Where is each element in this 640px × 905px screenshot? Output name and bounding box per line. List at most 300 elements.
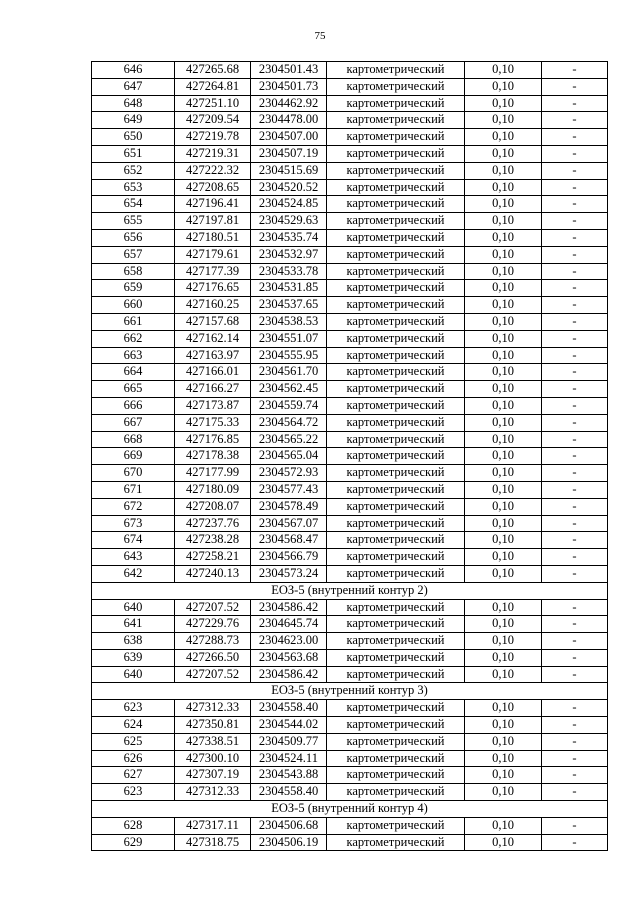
- point-number-cell: 653: [92, 179, 175, 196]
- method-cell: картометрический: [327, 616, 465, 633]
- x-coordinate-cell: 427207.52: [175, 666, 251, 683]
- table-row: [92, 834, 608, 851]
- x-coordinate-cell: 427160.25: [175, 297, 251, 314]
- table-row: [92, 196, 608, 213]
- note-cell: -: [542, 465, 608, 482]
- y-coordinate-cell: 2304586.42: [251, 599, 327, 616]
- method-cell: картометрический: [327, 297, 465, 314]
- point-number-cell: 654: [92, 196, 175, 213]
- table-row: [92, 549, 608, 566]
- y-coordinate-cell: 2304532.97: [251, 246, 327, 263]
- note-cell: -: [542, 162, 608, 179]
- note-cell: -: [542, 431, 608, 448]
- accuracy-cell: 0,10: [465, 750, 542, 767]
- accuracy-cell: 0,10: [465, 196, 542, 213]
- section-title: ЕОЗ-5 (внутренний контур 4): [92, 801, 608, 818]
- note-cell: -: [542, 330, 608, 347]
- x-coordinate-cell: 427157.68: [175, 313, 251, 330]
- note-cell: -: [542, 666, 608, 683]
- accuracy-cell: 0,10: [465, 347, 542, 364]
- accuracy-cell: 0,10: [465, 246, 542, 263]
- point-number-cell: 643: [92, 549, 175, 566]
- y-coordinate-cell: 2304563.68: [251, 649, 327, 666]
- accuracy-cell: 0,10: [465, 263, 542, 280]
- table-row: [92, 515, 608, 532]
- point-number-cell: 642: [92, 565, 175, 582]
- x-coordinate-cell: 427300.10: [175, 750, 251, 767]
- table-row: [92, 532, 608, 549]
- x-coordinate-cell: 427338.51: [175, 733, 251, 750]
- y-coordinate-cell: 2304529.63: [251, 213, 327, 230]
- point-number-cell: 668: [92, 431, 175, 448]
- table-row: [92, 330, 608, 347]
- y-coordinate-cell: 2304559.74: [251, 397, 327, 414]
- note-cell: -: [542, 750, 608, 767]
- accuracy-cell: 0,10: [465, 213, 542, 230]
- coordinates-table-body: [92, 62, 608, 851]
- note-cell: -: [542, 532, 608, 549]
- table-row: [92, 112, 608, 129]
- note-cell: -: [542, 145, 608, 162]
- accuracy-cell: 0,10: [465, 145, 542, 162]
- point-number-cell: 646: [92, 62, 175, 79]
- accuracy-cell: 0,10: [465, 179, 542, 196]
- note-cell: -: [542, 717, 608, 734]
- method-cell: картометрический: [327, 280, 465, 297]
- method-cell: картометрический: [327, 263, 465, 280]
- y-coordinate-cell: 2304645.74: [251, 616, 327, 633]
- x-coordinate-cell: 427175.33: [175, 414, 251, 431]
- accuracy-cell: 0,10: [465, 448, 542, 465]
- table-row: [92, 381, 608, 398]
- accuracy-cell: 0,10: [465, 498, 542, 515]
- table-row: [92, 263, 608, 280]
- accuracy-cell: 0,10: [465, 397, 542, 414]
- y-coordinate-cell: 2304573.24: [251, 565, 327, 582]
- point-number-cell: 623: [92, 700, 175, 717]
- accuracy-cell: 0,10: [465, 62, 542, 79]
- point-number-cell: 669: [92, 448, 175, 465]
- x-coordinate-cell: 427350.81: [175, 717, 251, 734]
- table-row: [92, 633, 608, 650]
- accuracy-cell: 0,10: [465, 666, 542, 683]
- method-cell: картометрический: [327, 750, 465, 767]
- point-number-cell: 660: [92, 297, 175, 314]
- method-cell: картометрический: [327, 498, 465, 515]
- note-cell: -: [542, 313, 608, 330]
- accuracy-cell: 0,10: [465, 784, 542, 801]
- x-coordinate-cell: 427219.31: [175, 145, 251, 162]
- method-cell: картометрический: [327, 78, 465, 95]
- method-cell: картометрический: [327, 817, 465, 834]
- point-number-cell: 627: [92, 767, 175, 784]
- table-row: [92, 700, 608, 717]
- table-row: [92, 498, 608, 515]
- x-coordinate-cell: 427166.01: [175, 364, 251, 381]
- table-row: [92, 229, 608, 246]
- table-row: [92, 717, 608, 734]
- accuracy-cell: 0,10: [465, 565, 542, 582]
- x-coordinate-cell: 427237.76: [175, 515, 251, 532]
- note-cell: -: [542, 549, 608, 566]
- x-coordinate-cell: 427180.51: [175, 229, 251, 246]
- method-cell: картометрический: [327, 364, 465, 381]
- note-cell: -: [542, 381, 608, 398]
- x-coordinate-cell: 427240.13: [175, 565, 251, 582]
- point-number-cell: 625: [92, 733, 175, 750]
- accuracy-cell: 0,10: [465, 129, 542, 146]
- table-row: [92, 616, 608, 633]
- x-coordinate-cell: 427258.21: [175, 549, 251, 566]
- section-header-row: [92, 582, 608, 599]
- table-row: [92, 666, 608, 683]
- table-row: [92, 364, 608, 381]
- y-coordinate-cell: 2304577.43: [251, 481, 327, 498]
- method-cell: картометрический: [327, 313, 465, 330]
- point-number-cell: 667: [92, 414, 175, 431]
- note-cell: -: [542, 481, 608, 498]
- accuracy-cell: 0,10: [465, 364, 542, 381]
- accuracy-cell: 0,10: [465, 633, 542, 650]
- table-row: [92, 767, 608, 784]
- table-row: [92, 565, 608, 582]
- table-row: [92, 448, 608, 465]
- point-number-cell: 658: [92, 263, 175, 280]
- accuracy-cell: 0,10: [465, 112, 542, 129]
- x-coordinate-cell: 427166.27: [175, 381, 251, 398]
- method-cell: картометрический: [327, 834, 465, 851]
- method-cell: картометрический: [327, 481, 465, 498]
- method-cell: картометрический: [327, 381, 465, 398]
- method-cell: картометрический: [327, 196, 465, 213]
- x-coordinate-cell: 427173.87: [175, 397, 251, 414]
- x-coordinate-cell: 427163.97: [175, 347, 251, 364]
- y-coordinate-cell: 2304524.11: [251, 750, 327, 767]
- table-row: [92, 599, 608, 616]
- accuracy-cell: 0,10: [465, 481, 542, 498]
- y-coordinate-cell: 2304558.40: [251, 700, 327, 717]
- x-coordinate-cell: 427265.68: [175, 62, 251, 79]
- y-coordinate-cell: 2304501.73: [251, 78, 327, 95]
- point-number-cell: 664: [92, 364, 175, 381]
- table-row: [92, 280, 608, 297]
- y-coordinate-cell: 2304538.53: [251, 313, 327, 330]
- note-cell: -: [542, 834, 608, 851]
- y-coordinate-cell: 2304565.22: [251, 431, 327, 448]
- x-coordinate-cell: 427176.85: [175, 431, 251, 448]
- point-number-cell: 657: [92, 246, 175, 263]
- x-coordinate-cell: 427177.39: [175, 263, 251, 280]
- section-title: ЕОЗ-5 (внутренний контур 2): [92, 582, 608, 599]
- y-coordinate-cell: 2304509.77: [251, 733, 327, 750]
- note-cell: -: [542, 633, 608, 650]
- note-cell: -: [542, 246, 608, 263]
- accuracy-cell: 0,10: [465, 515, 542, 532]
- point-number-cell: 652: [92, 162, 175, 179]
- y-coordinate-cell: 2304578.49: [251, 498, 327, 515]
- point-number-cell: 648: [92, 95, 175, 112]
- accuracy-cell: 0,10: [465, 767, 542, 784]
- accuracy-cell: 0,10: [465, 414, 542, 431]
- x-coordinate-cell: 427176.65: [175, 280, 251, 297]
- point-number-cell: 641: [92, 616, 175, 633]
- y-coordinate-cell: 2304561.70: [251, 364, 327, 381]
- table-row: [92, 78, 608, 95]
- y-coordinate-cell: 2304566.79: [251, 549, 327, 566]
- y-coordinate-cell: 2304501.43: [251, 62, 327, 79]
- method-cell: картометрический: [327, 649, 465, 666]
- y-coordinate-cell: 2304531.85: [251, 280, 327, 297]
- method-cell: картометрический: [327, 515, 465, 532]
- x-coordinate-cell: 427180.09: [175, 481, 251, 498]
- note-cell: -: [542, 498, 608, 515]
- x-coordinate-cell: 427317.11: [175, 817, 251, 834]
- point-number-cell: 624: [92, 717, 175, 734]
- x-coordinate-cell: 427219.78: [175, 129, 251, 146]
- note-cell: -: [542, 229, 608, 246]
- y-coordinate-cell: 2304562.45: [251, 381, 327, 398]
- point-number-cell: 639: [92, 649, 175, 666]
- note-cell: -: [542, 112, 608, 129]
- point-number-cell: 666: [92, 397, 175, 414]
- x-coordinate-cell: 427196.41: [175, 196, 251, 213]
- point-number-cell: 647: [92, 78, 175, 95]
- accuracy-cell: 0,10: [465, 717, 542, 734]
- note-cell: -: [542, 565, 608, 582]
- table-row: [92, 750, 608, 767]
- table-row: [92, 397, 608, 414]
- section-header-row: [92, 801, 608, 818]
- accuracy-cell: 0,10: [465, 465, 542, 482]
- method-cell: картометрический: [327, 700, 465, 717]
- y-coordinate-cell: 2304507.19: [251, 145, 327, 162]
- y-coordinate-cell: 2304564.72: [251, 414, 327, 431]
- method-cell: картометрический: [327, 532, 465, 549]
- accuracy-cell: 0,10: [465, 616, 542, 633]
- method-cell: картометрический: [327, 62, 465, 79]
- point-number-cell: 626: [92, 750, 175, 767]
- point-number-cell: 640: [92, 599, 175, 616]
- table-row: [92, 313, 608, 330]
- table-row: [92, 414, 608, 431]
- page-number: 75: [314, 30, 326, 42]
- y-coordinate-cell: 2304572.93: [251, 465, 327, 482]
- x-coordinate-cell: 427208.07: [175, 498, 251, 515]
- point-number-cell: 656: [92, 229, 175, 246]
- table-row: [92, 129, 608, 146]
- note-cell: -: [542, 179, 608, 196]
- table-row: [92, 347, 608, 364]
- table-row: [92, 95, 608, 112]
- method-cell: картометрический: [327, 717, 465, 734]
- point-number-cell: 671: [92, 481, 175, 498]
- y-coordinate-cell: 2304520.52: [251, 179, 327, 196]
- table-row: [92, 246, 608, 263]
- point-number-cell: 640: [92, 666, 175, 683]
- point-number-cell: 659: [92, 280, 175, 297]
- x-coordinate-cell: 427307.19: [175, 767, 251, 784]
- x-coordinate-cell: 427312.33: [175, 784, 251, 801]
- table-row: [92, 817, 608, 834]
- note-cell: -: [542, 78, 608, 95]
- y-coordinate-cell: 2304533.78: [251, 263, 327, 280]
- method-cell: картометрический: [327, 633, 465, 650]
- x-coordinate-cell: 427266.50: [175, 649, 251, 666]
- point-number-cell: 628: [92, 817, 175, 834]
- y-coordinate-cell: 2304478.00: [251, 112, 327, 129]
- x-coordinate-cell: 427207.52: [175, 599, 251, 616]
- y-coordinate-cell: 2304568.47: [251, 532, 327, 549]
- accuracy-cell: 0,10: [465, 78, 542, 95]
- method-cell: картометрический: [327, 246, 465, 263]
- x-coordinate-cell: 427251.10: [175, 95, 251, 112]
- method-cell: картометрический: [327, 112, 465, 129]
- method-cell: картометрический: [327, 162, 465, 179]
- x-coordinate-cell: 427264.81: [175, 78, 251, 95]
- x-coordinate-cell: 427162.14: [175, 330, 251, 347]
- note-cell: -: [542, 767, 608, 784]
- section-header-row: [92, 683, 608, 700]
- accuracy-cell: 0,10: [465, 297, 542, 314]
- point-number-cell: 663: [92, 347, 175, 364]
- coordinates-table: [91, 61, 608, 851]
- accuracy-cell: 0,10: [465, 280, 542, 297]
- x-coordinate-cell: 427209.54: [175, 112, 251, 129]
- note-cell: -: [542, 649, 608, 666]
- method-cell: картометрический: [327, 733, 465, 750]
- note-cell: -: [542, 263, 608, 280]
- table-row: [92, 62, 608, 79]
- point-number-cell: 655: [92, 213, 175, 230]
- point-number-cell: 673: [92, 515, 175, 532]
- table-row: [92, 213, 608, 230]
- y-coordinate-cell: 2304565.04: [251, 448, 327, 465]
- table-row: [92, 649, 608, 666]
- accuracy-cell: 0,10: [465, 649, 542, 666]
- method-cell: картометрический: [327, 784, 465, 801]
- point-number-cell: 672: [92, 498, 175, 515]
- y-coordinate-cell: 2304535.74: [251, 229, 327, 246]
- table-row: [92, 733, 608, 750]
- point-number-cell: 670: [92, 465, 175, 482]
- note-cell: -: [542, 733, 608, 750]
- note-cell: -: [542, 700, 608, 717]
- table-row: [92, 297, 608, 314]
- y-coordinate-cell: 2304537.65: [251, 297, 327, 314]
- point-number-cell: 662: [92, 330, 175, 347]
- note-cell: -: [542, 784, 608, 801]
- y-coordinate-cell: 2304551.07: [251, 330, 327, 347]
- method-cell: картометрический: [327, 448, 465, 465]
- x-coordinate-cell: 427197.81: [175, 213, 251, 230]
- y-coordinate-cell: 2304558.40: [251, 784, 327, 801]
- accuracy-cell: 0,10: [465, 834, 542, 851]
- y-coordinate-cell: 2304567.07: [251, 515, 327, 532]
- note-cell: -: [542, 448, 608, 465]
- accuracy-cell: 0,10: [465, 229, 542, 246]
- note-cell: -: [542, 196, 608, 213]
- x-coordinate-cell: 427208.65: [175, 179, 251, 196]
- accuracy-cell: 0,10: [465, 162, 542, 179]
- x-coordinate-cell: 427318.75: [175, 834, 251, 851]
- point-number-cell: 650: [92, 129, 175, 146]
- note-cell: -: [542, 129, 608, 146]
- accuracy-cell: 0,10: [465, 599, 542, 616]
- point-number-cell: 651: [92, 145, 175, 162]
- table-row: [92, 465, 608, 482]
- note-cell: -: [542, 364, 608, 381]
- accuracy-cell: 0,10: [465, 330, 542, 347]
- point-number-cell: 665: [92, 381, 175, 398]
- method-cell: картометрический: [327, 330, 465, 347]
- note-cell: -: [542, 347, 608, 364]
- note-cell: -: [542, 213, 608, 230]
- method-cell: картометрический: [327, 549, 465, 566]
- y-coordinate-cell: 2304555.95: [251, 347, 327, 364]
- y-coordinate-cell: 2304586.42: [251, 666, 327, 683]
- accuracy-cell: 0,10: [465, 549, 542, 566]
- method-cell: картометрический: [327, 565, 465, 582]
- accuracy-cell: 0,10: [465, 700, 542, 717]
- note-cell: -: [542, 397, 608, 414]
- note-cell: -: [542, 95, 608, 112]
- note-cell: -: [542, 616, 608, 633]
- method-cell: картометрический: [327, 347, 465, 364]
- point-number-cell: 661: [92, 313, 175, 330]
- x-coordinate-cell: 427178.38: [175, 448, 251, 465]
- method-cell: картометрический: [327, 767, 465, 784]
- x-coordinate-cell: 427229.76: [175, 616, 251, 633]
- method-cell: картометрический: [327, 397, 465, 414]
- section-title: ЕОЗ-5 (внутренний контур 3): [92, 683, 608, 700]
- method-cell: картометрический: [327, 213, 465, 230]
- accuracy-cell: 0,10: [465, 431, 542, 448]
- method-cell: картометрический: [327, 431, 465, 448]
- y-coordinate-cell: 2304543.88: [251, 767, 327, 784]
- y-coordinate-cell: 2304515.69: [251, 162, 327, 179]
- note-cell: -: [542, 515, 608, 532]
- method-cell: картометрический: [327, 666, 465, 683]
- table-row: [92, 481, 608, 498]
- accuracy-cell: 0,10: [465, 817, 542, 834]
- point-number-cell: 629: [92, 834, 175, 851]
- y-coordinate-cell: 2304507.00: [251, 129, 327, 146]
- x-coordinate-cell: 427177.99: [175, 465, 251, 482]
- note-cell: -: [542, 817, 608, 834]
- accuracy-cell: 0,10: [465, 532, 542, 549]
- note-cell: -: [542, 280, 608, 297]
- method-cell: картометрический: [327, 95, 465, 112]
- x-coordinate-cell: 427238.28: [175, 532, 251, 549]
- accuracy-cell: 0,10: [465, 313, 542, 330]
- method-cell: картометрический: [327, 599, 465, 616]
- y-coordinate-cell: 2304506.68: [251, 817, 327, 834]
- accuracy-cell: 0,10: [465, 733, 542, 750]
- y-coordinate-cell: 2304524.85: [251, 196, 327, 213]
- note-cell: -: [542, 62, 608, 79]
- x-coordinate-cell: 427179.61: [175, 246, 251, 263]
- table-row: [92, 431, 608, 448]
- y-coordinate-cell: 2304506.19: [251, 834, 327, 851]
- y-coordinate-cell: 2304623.00: [251, 633, 327, 650]
- x-coordinate-cell: 427222.32: [175, 162, 251, 179]
- x-coordinate-cell: 427312.33: [175, 700, 251, 717]
- note-cell: -: [542, 297, 608, 314]
- point-number-cell: 638: [92, 633, 175, 650]
- y-coordinate-cell: 2304462.92: [251, 95, 327, 112]
- table-row: [92, 162, 608, 179]
- table-row: [92, 784, 608, 801]
